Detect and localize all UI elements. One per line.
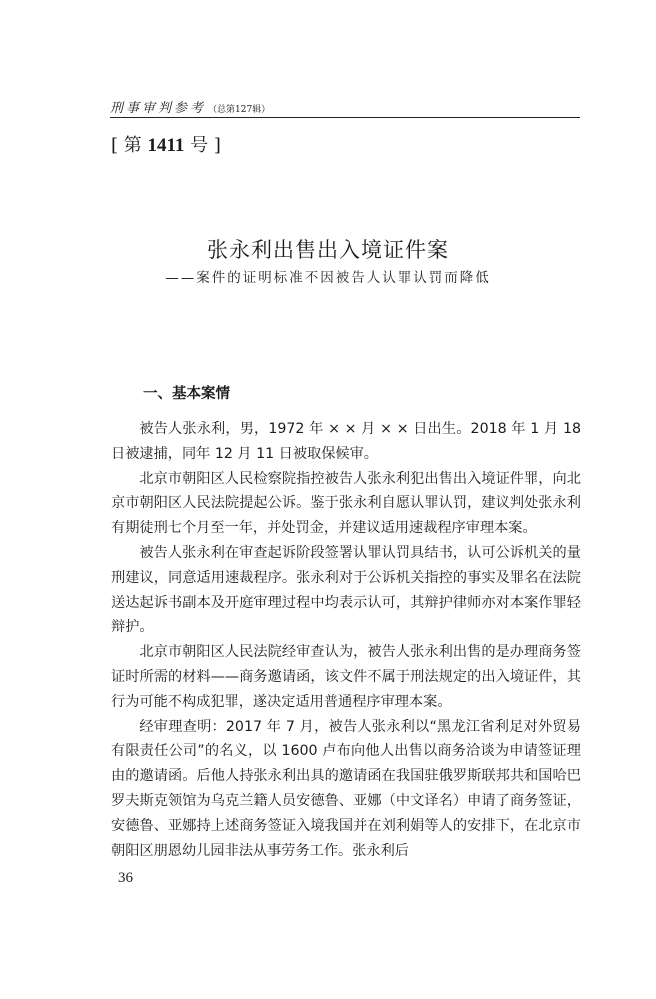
case-title: 张永利出售出入境证件案 xyxy=(207,238,449,262)
body-text xyxy=(111,417,581,863)
case-number-value: 1411 xyxy=(147,135,185,156)
section-heading: 一、基本案情 xyxy=(143,386,230,402)
paragraph: 被告人张永利在审查起诉阶段签署认罪认罚具结书，认可公诉机关的量刑建议，同意适用速裁程序。张永利对于公诉机关指控的事实及罪名在法院送达起诉书副本及开庭审理过程中均表示认可，其辩护律师亦对本案作罪轻辩护。 xyxy=(111,544,581,636)
paragraph: 经审理查明：2017 年 7 月，被告人张永利以“黑龙江省利足对外贸易有限责任公司”的名义，以 1600 卢布向他人出售以商务洽谈为申请签证理由的邀请函。后他人持张永利出具的邀请函在我国驻俄罗斯联邦共和国哈巴罗夫斯克领馆为乌克兰籍人员安德鲁、亚娜（中文译名）申请了商务签证，安德鲁、亚娜持上述商务签证入境我国并在刘利娟等人的安排下，在北京市朝阳区朋恩幼儿园非法从事劳务工作。张永利后 xyxy=(111,718,581,859)
running-header xyxy=(110,97,270,116)
case-number xyxy=(111,131,221,157)
issue-number: （总第127辑） xyxy=(208,105,271,115)
case-number-suffix: 号 ] xyxy=(184,135,221,156)
paragraph: 被告人张永利，男，1972 年 × × 月 × × 日出生。2018 年 1 月 18 日被逮捕，同年 12 月 11 日被取保候审。 xyxy=(111,421,581,462)
paragraph: 北京市朝阳区人民检察院指控被告人张永利犯出售出入境证件罪，向北京市朝阳区人民法院提起公诉。鉴于张永利自愿认罪认罚，建议判处张永利有期徒刑七个月至一年，并处罚金，并建议适用速裁程序审理本案。 xyxy=(111,470,581,537)
publication-name: 刑事审判参考 xyxy=(110,101,207,116)
header-rule xyxy=(110,117,580,118)
case-number-prefix: [ 第 xyxy=(111,135,148,156)
paragraph: 北京市朝阳区人民法院经审查认为，被告人张永利出售的是办理商务签证时所需的材料——商务邀请函，该文件不属于刑法规定的出入境证件，其行为可能不构成犯罪，遂决定适用普通程序审理本案。 xyxy=(111,644,581,710)
page-number: 36 xyxy=(118,870,133,886)
case-subtitle: ——案件的证明标准不因被告人认罪认罚而降低 xyxy=(165,270,491,286)
